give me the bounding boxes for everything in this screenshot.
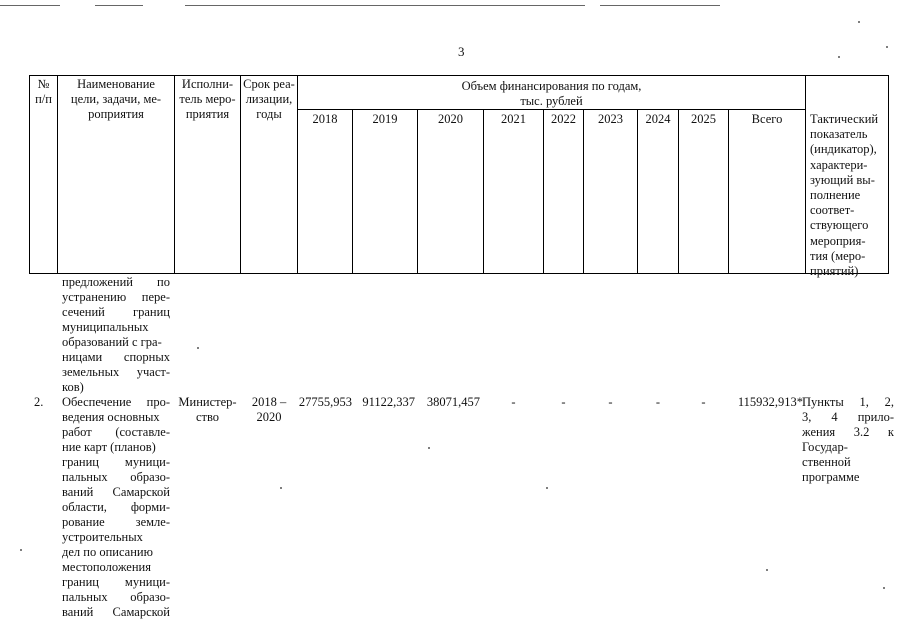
text-line: земельных участ-	[62, 365, 170, 379]
text-line: программе	[802, 470, 860, 484]
text-line: ведения основных	[62, 410, 160, 424]
header-executor: Исполни- тель меро- приятия	[179, 77, 236, 121]
text-line: жения 3.2 к	[802, 425, 894, 439]
text-line: образований с гра-	[62, 335, 162, 349]
value-2025: -	[701, 395, 706, 409]
value-2019: 91122,337	[362, 395, 415, 409]
text-line: ние карт (планов)	[62, 440, 156, 454]
row2-number: 2.	[34, 395, 44, 409]
header-funding: Объем финансирования по годам, тыс. рублей	[461, 79, 642, 108]
text-line: устранению пере-	[62, 290, 170, 304]
text-line: предложений по	[62, 275, 170, 289]
header-term: Срок реа- лизации, годы	[243, 77, 295, 121]
text-line: работ (составле-	[62, 425, 170, 439]
page-number: 3	[458, 44, 465, 59]
row2-executor: Министер- ство	[178, 395, 237, 424]
year-2023: 2023	[598, 112, 623, 126]
scan-speck	[858, 21, 860, 23]
scan-speck	[766, 569, 768, 571]
text-line: границ муници-	[62, 455, 170, 469]
header-num: № п/п	[35, 77, 52, 106]
year-2024: 2024	[645, 112, 671, 126]
text-line: пальных образо-	[62, 590, 170, 604]
value-2021: -	[511, 395, 516, 409]
text-line: Обеспечение про-	[62, 395, 170, 409]
value-2024: -	[655, 395, 661, 409]
scan-speck	[546, 487, 548, 489]
scan-speck	[883, 587, 885, 589]
continuation-text	[62, 275, 170, 395]
text-line: сечений границ	[62, 305, 170, 319]
row2-name	[62, 395, 170, 620]
year-total: Всего	[751, 112, 783, 126]
text-line: Пункты 1, 2,	[802, 395, 894, 409]
scan-speck	[428, 447, 430, 449]
text-line: устроительных	[62, 530, 143, 544]
year-2019: 2019	[372, 112, 398, 126]
text-line: пальных образо-	[62, 470, 170, 484]
value-2018: 27755,953	[298, 395, 352, 409]
text-line: области, форми-	[62, 500, 170, 514]
text-line: ственной	[802, 455, 851, 469]
year-2025: 2025	[691, 112, 716, 126]
value-2022: -	[561, 395, 566, 409]
text-line: ваний Самарской	[62, 605, 170, 619]
value-total: 115932,913*	[737, 395, 803, 409]
row2-indicator	[802, 395, 894, 485]
scan-speck	[280, 487, 282, 489]
text-line: ваний Самарской	[62, 485, 170, 499]
header-name: Наименование цели, задачи, ме- роприятия	[70, 77, 162, 121]
text-line: Государ-	[802, 440, 848, 454]
scan-speck	[197, 347, 199, 349]
text-line: местоположения	[62, 560, 151, 574]
year-2020: 2020	[438, 112, 463, 126]
scan-speck	[886, 46, 888, 48]
year-2021: 2021	[501, 112, 526, 126]
year-2022: 2022	[551, 112, 576, 126]
header-indicator: Тактический показатель (индикатор), характери- зующий вы- полнение соответ- ствующего мероприя- тия (меро- приятий)	[810, 112, 879, 279]
scan-speck	[838, 56, 840, 58]
value-2023: -	[608, 395, 613, 409]
row2-term: 2018 – 2020	[251, 395, 287, 424]
scan-speck	[20, 549, 22, 551]
text-line: дел по описанию	[62, 545, 153, 559]
year-2018: 2018	[312, 112, 338, 126]
text-line: границ муници-	[62, 575, 170, 589]
value-2020: 38071,457	[426, 395, 480, 409]
text-line: ницами спорных	[62, 350, 170, 364]
text-line: рование земле-	[62, 515, 170, 529]
text-line: ков)	[62, 380, 84, 394]
text-line: муниципальных	[62, 320, 149, 334]
text-line: 3, 4 прило-	[802, 410, 894, 424]
scan-edge	[0, 5, 905, 7]
